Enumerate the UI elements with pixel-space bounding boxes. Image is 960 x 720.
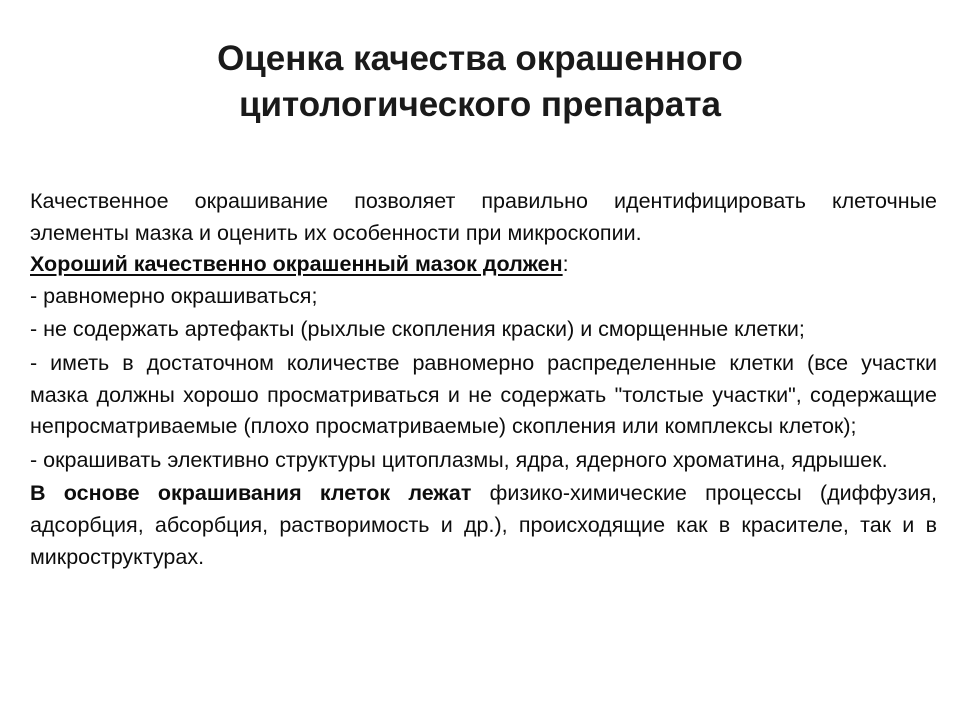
intro-paragraph: Качественное окрашивание позволяет правильно идентифицировать клеточные элементы мазка и оценить их особенности при микроскопии. bbox=[30, 189, 937, 245]
requirements-heading-line bbox=[30, 249, 937, 281]
basis-paragraph bbox=[30, 478, 937, 573]
slide-title-line-2: цитологического препарата bbox=[239, 85, 721, 124]
slide-body bbox=[30, 186, 937, 573]
basis-bold-lead: В основе окрашивания клеток лежат bbox=[30, 481, 472, 506]
slide-title bbox=[80, 36, 880, 128]
requirement-item: - окрашивать элективно структуры цитоплазмы, ядра, ядерного хроматина, ядрышек. bbox=[30, 447, 888, 472]
requirement-item: - иметь в достаточном количестве равномерно распределенные клетки (все участки мазка должны хорошо просматриваться и не содержать "толстые участки", содержащие непросматриваемые (плохо просматриваемые) скопления или комплексы клеток); bbox=[30, 350, 937, 439]
requirements-heading: Хороший качественно окрашенный мазок должен bbox=[30, 252, 563, 277]
requirement-item: - не содержать артефакты (рыхлые скопления краски) и сморщенные клетки; bbox=[30, 317, 805, 342]
requirements-heading-colon: : bbox=[562, 252, 569, 277]
slide-title-line-1: Оценка качества окрашенного bbox=[217, 39, 743, 78]
basis-text: физико-химические процессы (диффузия, адсорбция, абсорбция, растворимость и др.), происходящие как в красителе, так и в микроструктурах. bbox=[30, 481, 938, 569]
requirement-item: - равномерно окрашиваться; bbox=[30, 283, 318, 308]
